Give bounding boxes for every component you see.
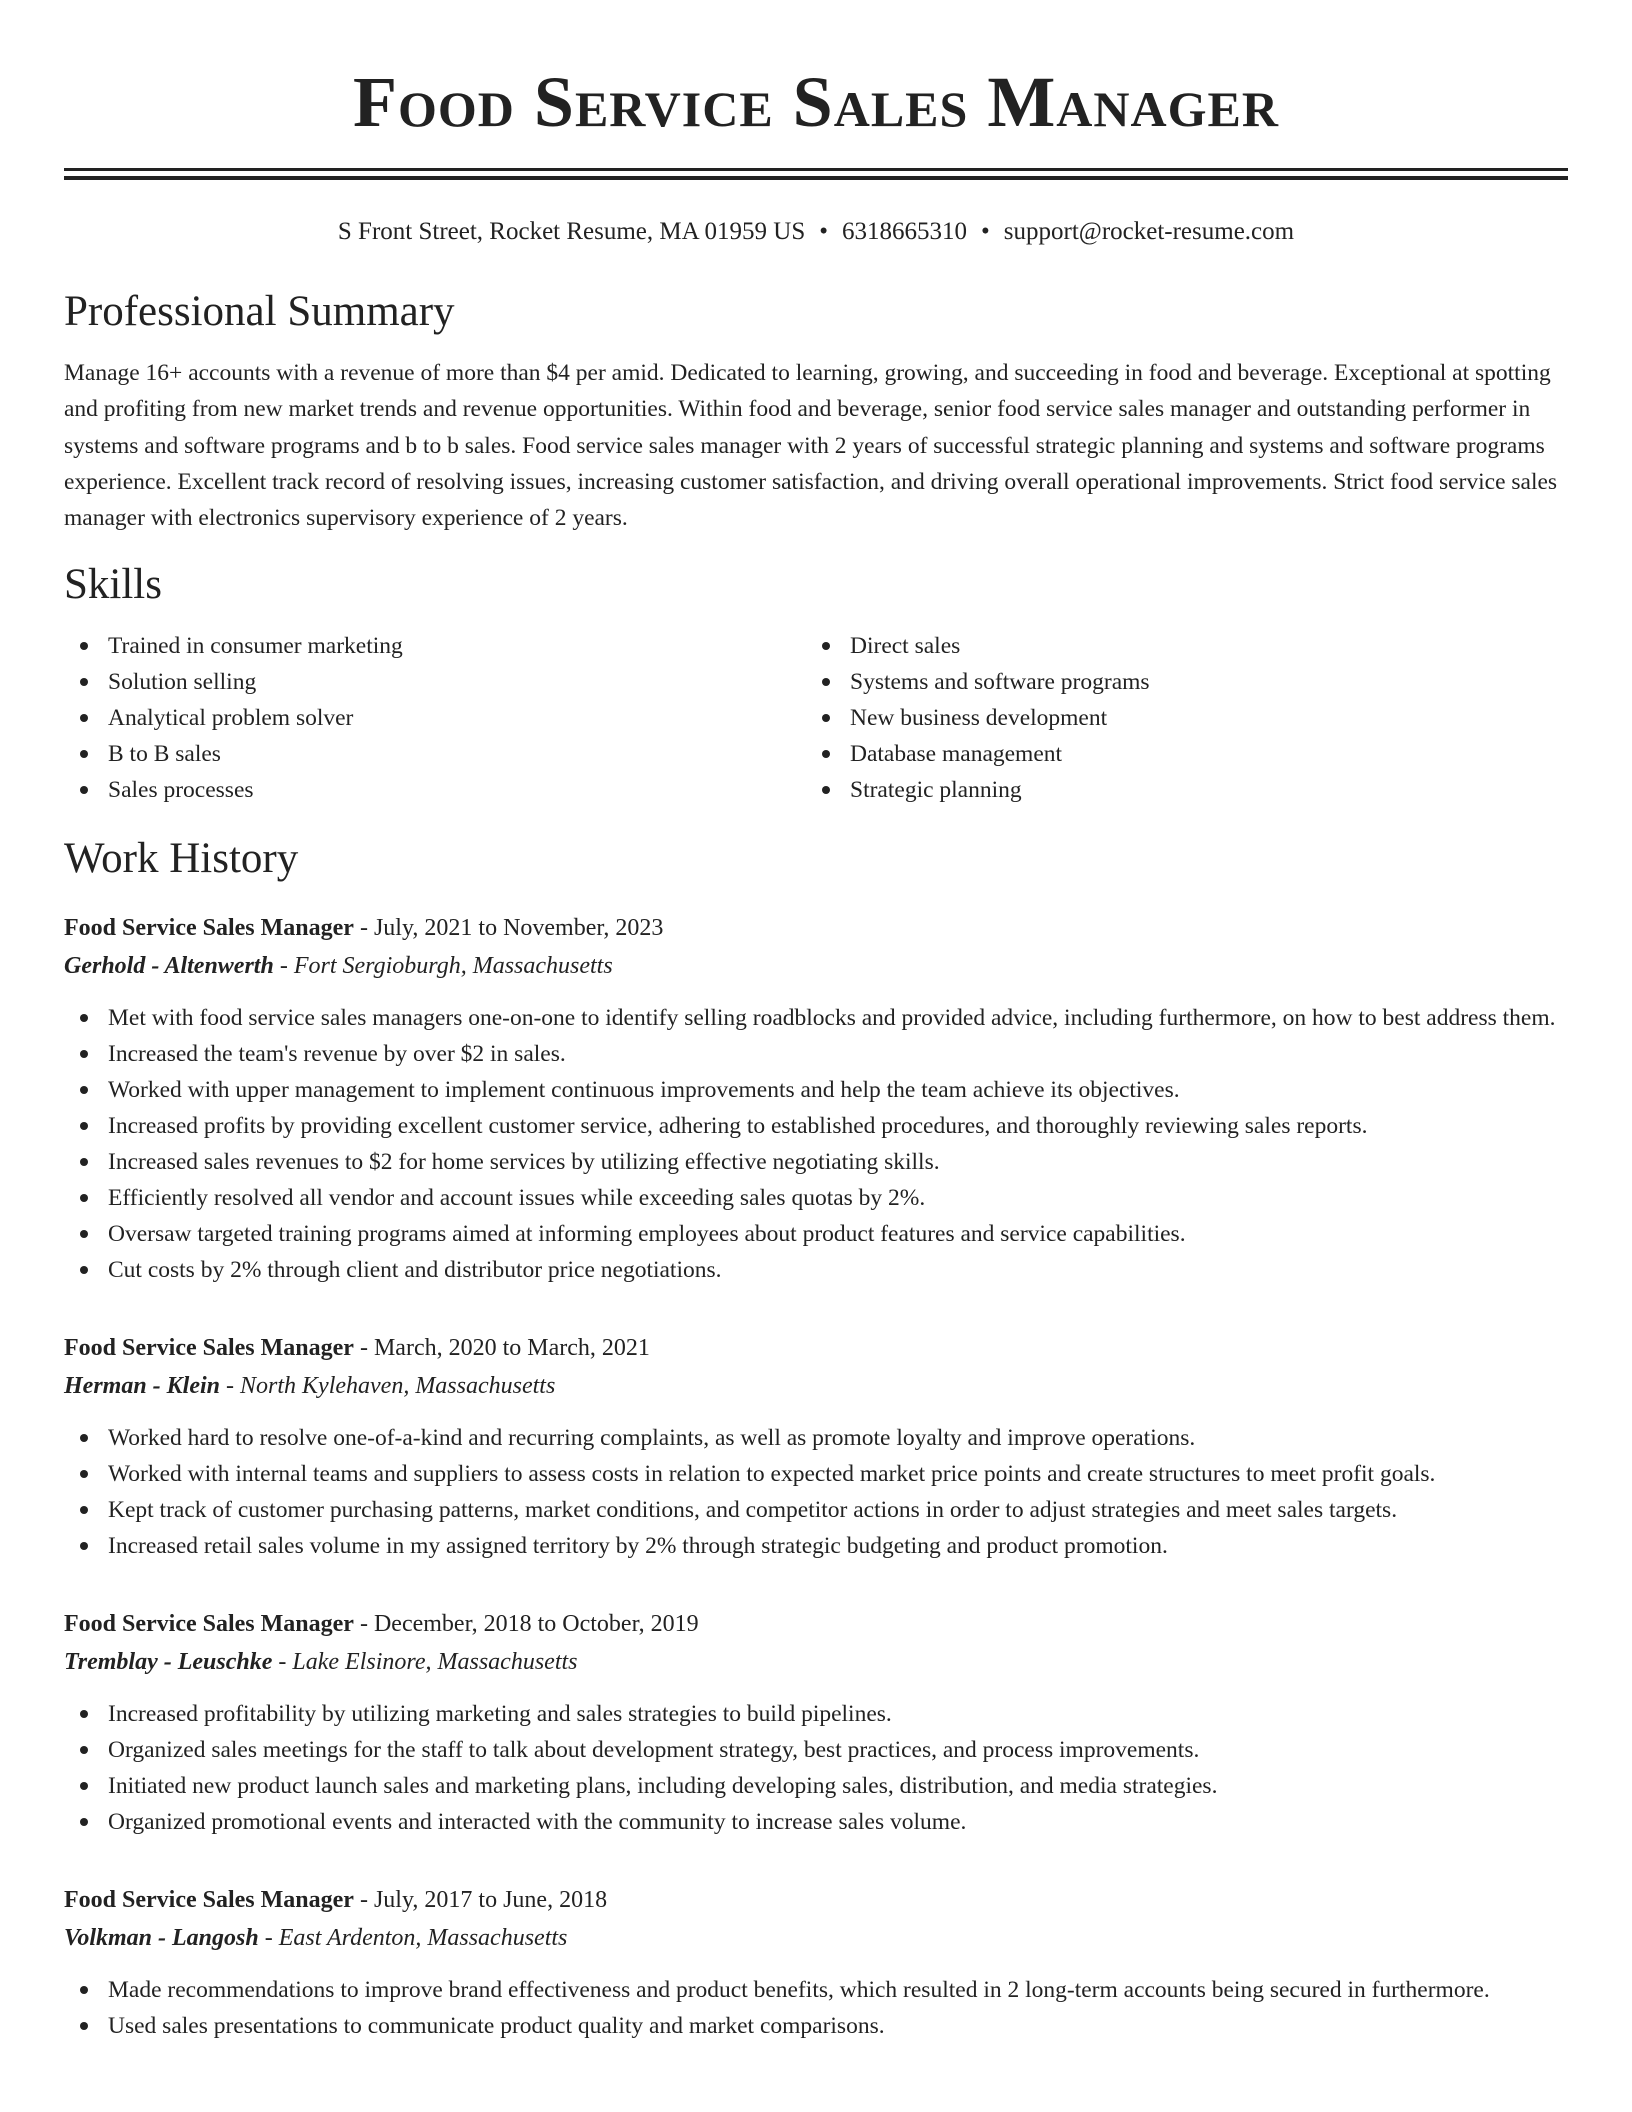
job-bullet: Organized sales meetings for the staff to talk about development strategy, best practices, and process improvements. xyxy=(64,1732,1568,1768)
bullet-icon xyxy=(80,1506,88,1514)
dash: - xyxy=(273,953,294,980)
resume-title: Food Service Sales Manager xyxy=(353,62,1279,142)
job-company: Herman - Klein xyxy=(64,1373,221,1400)
job-dates: December, 2018 to October, 2019 xyxy=(373,1611,699,1638)
skill-item: Solution selling xyxy=(64,664,806,700)
job-company-line xyxy=(64,1366,1568,1406)
bullet-icon xyxy=(80,642,88,650)
bullet-icon xyxy=(822,750,830,758)
job-location: North Kylehaven, Massachusetts xyxy=(240,1373,556,1400)
skill-item: Database management xyxy=(806,736,1548,772)
job-dates: July, 2021 to November, 2023 xyxy=(373,915,664,942)
job-company-line xyxy=(64,1918,1568,1958)
skill-item: Direct sales xyxy=(806,628,1548,664)
job-location: Fort Sergioburgh, Massachusetts xyxy=(293,953,613,980)
bullet-icon xyxy=(80,1014,88,1022)
job-bullet: Made recommendations to improve brand effectiveness and product benefits, which resulted in 2 long-term accounts being secured in furthermore. xyxy=(64,1972,1568,2008)
dash: - xyxy=(220,1373,241,1400)
job-bullet: Increased retail sales volume in my assigned territory by 2% through strategic budgeting and product promotion. xyxy=(64,1528,1568,1564)
skills-column-right xyxy=(806,628,1548,808)
job-title-line xyxy=(64,1606,1568,1642)
job-entry xyxy=(64,1606,1568,1840)
job-bullet: Met with food service sales managers one-on-one to identify selling roadblocks and provided advice, including furthermore, on how to best address them. xyxy=(64,1000,1568,1036)
bullet-icon xyxy=(80,750,88,758)
job-bullet: Used sales presentations to communicate product quality and market comparisons. xyxy=(64,2008,1568,2044)
dash: - xyxy=(353,1611,374,1638)
bullet-icon xyxy=(80,1434,88,1442)
contact-separator: • xyxy=(981,218,990,245)
job-location: Lake Elsinore, Massachusetts xyxy=(292,1649,578,1676)
skill-item: B to B sales xyxy=(64,736,806,772)
job-bullet: Increased sales revenues to $2 for home services by utilizing effective negotiating skills. xyxy=(64,1144,1568,1180)
job-bullets xyxy=(64,1696,1568,1840)
skill-item: Sales processes xyxy=(64,772,806,808)
job-company-line xyxy=(64,946,1568,986)
bullet-icon xyxy=(80,1818,88,1826)
contact-address: S Front Street, Rocket Resume, MA 01959 US xyxy=(337,218,806,245)
job-bullet: Kept track of customer purchasing patterns, market conditions, and competitor actions in order to adjust strategies and meet sales targets. xyxy=(64,1492,1568,1528)
skill-item: Strategic planning xyxy=(806,772,1548,808)
job-bullet: Worked hard to resolve one-of-a-kind and recurring complaints, as well as promote loyalty and improve operations. xyxy=(64,1420,1568,1456)
dash: - xyxy=(353,1887,374,1914)
title-divider xyxy=(64,168,1568,180)
bullet-icon xyxy=(80,1986,88,1994)
job-entry xyxy=(64,1330,1568,1564)
bullet-icon xyxy=(80,678,88,686)
job-entry xyxy=(64,910,1568,1288)
job-bullet: Increased profits by providing excellent customer service, adhering to established procedures, and thoroughly reviewing sales reports. xyxy=(64,1108,1568,1144)
job-title-line xyxy=(64,910,1568,946)
bullet-icon xyxy=(80,2022,88,2030)
job-bullet: Efficiently resolved all vendor and account issues while exceeding sales quotas by 2%. xyxy=(64,1180,1568,1216)
job-location: East Ardenton, Massachusetts xyxy=(278,1925,568,1952)
bullet-icon xyxy=(822,714,830,722)
job-dates: July, 2017 to June, 2018 xyxy=(373,1887,608,1914)
bullet-icon xyxy=(80,1158,88,1166)
skill-item: Trained in consumer marketing xyxy=(64,628,806,664)
bullet-icon xyxy=(80,1542,88,1550)
bullet-icon xyxy=(80,1086,88,1094)
job-company: Gerhold - Altenwerth xyxy=(64,953,274,980)
job-bullet: Organized promotional events and interacted with the community to increase sales volume. xyxy=(64,1804,1568,1840)
bullet-icon xyxy=(822,678,830,686)
summary-heading: Professional Summary xyxy=(64,288,455,335)
job-bullets xyxy=(64,1000,1568,1288)
contact-line xyxy=(64,216,1568,248)
skill-item: New business development xyxy=(806,700,1548,736)
job-bullet: Initiated new product launch sales and marketing plans, including developing sales, distribution, and media strategies. xyxy=(64,1768,1568,1804)
skill-item: Analytical problem solver xyxy=(64,700,806,736)
job-bullet: Cut costs by 2% through client and distributor price negotiations. xyxy=(64,1252,1568,1288)
job-company-line xyxy=(64,1642,1568,1682)
job-title-line xyxy=(64,1882,1568,1918)
job-title: Food Service Sales Manager xyxy=(64,1887,354,1914)
bullet-icon xyxy=(80,1710,88,1718)
summary-text: Manage 16+ accounts with a revenue of more than $4 per amid. Dedicated to learning, growing, and succeeding in food and beverage. Exceptional at spotting and profiting from new market trends and revenue opportunities. Within food and beverage, senior food service sales manager and outstanding performer in systems and software programs and b to b sales. Food service sales manager with 2 years of successful strategic planning and systems and software programs experience. Excellent track record of resolving issues, increasing customer satisfaction, and driving overall operational improvements. Strict food service sales manager with electronics supervisory experience of 2 years. xyxy=(64,360,1558,532)
dash: - xyxy=(353,1335,374,1362)
job-bullet: Worked with upper management to implement continuous improvements and help the team achieve its objectives. xyxy=(64,1072,1568,1108)
bullet-icon xyxy=(80,786,88,794)
contact-email: support@rocket-resume.com xyxy=(1003,218,1295,245)
skills-list xyxy=(64,628,1568,808)
dash: - xyxy=(272,1649,293,1676)
job-bullet: Increased profitability by utilizing marketing and sales strategies to build pipelines. xyxy=(64,1696,1568,1732)
dash: - xyxy=(353,915,374,942)
job-title: Food Service Sales Manager xyxy=(64,915,354,942)
job-entry xyxy=(64,1882,1568,2044)
work-history-heading: Work History xyxy=(64,835,299,883)
skill-item: Systems and software programs xyxy=(806,664,1548,700)
bullet-icon xyxy=(80,1194,88,1202)
job-dates: March, 2020 to March, 2021 xyxy=(373,1335,650,1362)
bullet-icon xyxy=(80,1122,88,1130)
bullet-icon xyxy=(80,1782,88,1790)
job-bullet: Oversaw targeted training programs aimed at informing employees about product features and service capabilities. xyxy=(64,1216,1568,1252)
skills-heading: Skills xyxy=(64,561,162,609)
contact-phone: 6318665310 xyxy=(842,218,968,245)
bullet-icon xyxy=(80,1230,88,1238)
skills-column-left xyxy=(64,628,806,808)
dash: - xyxy=(258,1925,279,1952)
bullet-icon xyxy=(80,1470,88,1478)
bullet-icon xyxy=(80,1266,88,1274)
job-title-line xyxy=(64,1330,1568,1366)
job-title: Food Service Sales Manager xyxy=(64,1335,354,1362)
contact-separator: • xyxy=(819,218,829,245)
bullet-icon xyxy=(80,1050,88,1058)
job-bullets xyxy=(64,1972,1568,2044)
job-bullet: Increased the team's revenue by over $2 in sales. xyxy=(64,1036,1568,1072)
job-company: Volkman - Langosh xyxy=(64,1925,259,1952)
bullet-icon xyxy=(822,786,830,794)
bullet-icon xyxy=(822,642,830,650)
bullet-icon xyxy=(80,714,88,722)
job-company: Tremblay - Leuschke xyxy=(64,1649,273,1676)
job-bullets xyxy=(64,1420,1568,1564)
bullet-icon xyxy=(80,1746,88,1754)
job-bullet: Worked with internal teams and suppliers to assess costs in relation to expected market price points and create structures to meet profit goals. xyxy=(64,1456,1568,1492)
job-title: Food Service Sales Manager xyxy=(64,1611,354,1638)
